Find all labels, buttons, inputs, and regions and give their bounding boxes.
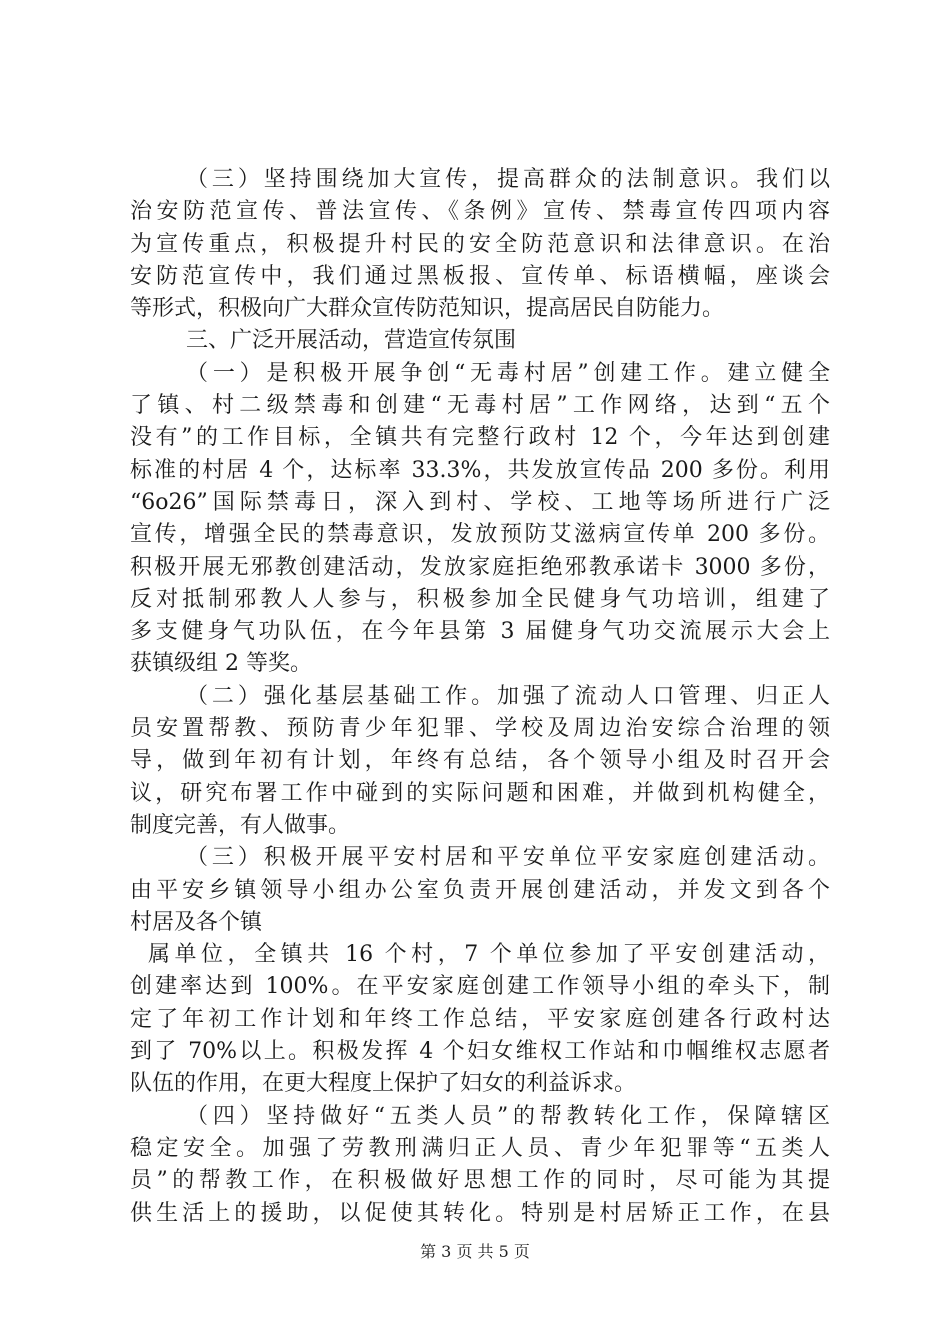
text-line: （三）积极开展平安村居和平安单位平安家庭创建活动。	[186, 845, 830, 871]
text-line: 积极开展无邪教创建活动，发放家庭拒绝邪教承诺卡 3000 多份，	[130, 554, 830, 580]
body-text	[130, 164, 830, 1230]
text-line: 宣传，增强全民的禁毒意识，发放预防艾滋病宣传单 200 多份。	[130, 522, 830, 548]
text-line: （一）是积极开展争创“无毒村居”创建工作。建立健全	[186, 360, 830, 386]
text-line: 村居及各个镇	[130, 909, 263, 935]
text-line: 创建率达到 100%。在平安家庭创建工作领导小组的牵头下，制	[130, 974, 830, 1000]
text-line: 议，研究布署工作中碰到的实际问题和困难，并做到机构健全，	[130, 780, 830, 806]
text-line: （三）坚持围绕加大宣传，提高群众的法制意识。我们以	[186, 167, 830, 192]
text-line: 了镇、村二级禁毒和创建“无毒村居”工作网络，达到“五个	[130, 393, 830, 419]
text-line: （四）坚持做好“五类人员”的帮教转化工作，保障辖区	[186, 1103, 830, 1129]
text-line: 员”的帮教工作，在积极做好思想工作的同时，尽可能为其提	[130, 1168, 830, 1194]
text-line: （二）强化基层基础工作。加强了流动人口管理、归正人	[186, 683, 830, 709]
text-line: 定了年初工作计划和年终工作总结，平安家庭创建各行政村达	[130, 1006, 830, 1032]
text-line: 治安防范宣传、普法宣传、《条例》宣传、禁毒宣传四项内容	[130, 199, 830, 225]
text-line: 稳定安全。加强了劳教刑满归正人员、青少年犯罪等“五类人	[130, 1135, 830, 1161]
text-line: 反对抵制邪教人人参与，积极参加全民健身气功培训，组建了	[130, 586, 830, 612]
page-footer: 第 3 页 共 5 页	[420, 1242, 530, 1261]
text-line: 安防范宣传中，我们通过黑板报、宣传单、标语横幅，座谈会	[130, 263, 830, 289]
text-line: 导，做到年初有计划，年终有总结，各个领导小组及时召开会	[130, 748, 830, 774]
text-line: “6o26”国际禁毒日，深入到村、学校、工地等场所进行广泛	[130, 489, 830, 515]
text-line: 没有”的工作目标，全镇共有完整行政村 12 个，今年达到创建	[130, 425, 830, 451]
text-line: 多支健身气功队伍，在今年县第 3 届健身气功交流展示大会上	[130, 619, 830, 645]
text-line: 到了 70%以上。积极发挥 4 个妇女维权工作站和巾帼维权志愿者	[130, 1039, 830, 1065]
text-line: 等形式，积极向广大群众宣传防范知识，提高居民自防能力。	[130, 296, 725, 322]
text-line: 标准的村居 4 个，达标率 33.3%，共发放宣传品 200 多份。利用	[130, 457, 830, 483]
text-line: 三、广泛开展活动，营造宣传氛围	[186, 328, 517, 354]
text-line: 为宣传重点，积极提升村民的安全防范意识和法律意识。在治	[130, 231, 830, 257]
text-line: 队伍的作用，在更大程度上保护了妇女的利益诉求。	[130, 1071, 637, 1097]
text-line: 制度完善，有人做事。	[130, 812, 351, 838]
text-line: 由平安乡镇领导小组办公室负责开展创建活动，并发文到各个	[130, 877, 830, 903]
text-line: 员安置帮教、预防青少年犯罪、学校及周边治安综合治理的领	[130, 716, 830, 742]
text-line: 获镇级组 2 等奖。	[130, 651, 312, 677]
text-line: 属单位，全镇共 16 个村，7 个单位参加了平安创建活动，	[148, 942, 830, 968]
text-line: 供生活上的援助，以促使其转化。特别是村居矫正工作，在县	[130, 1200, 830, 1226]
